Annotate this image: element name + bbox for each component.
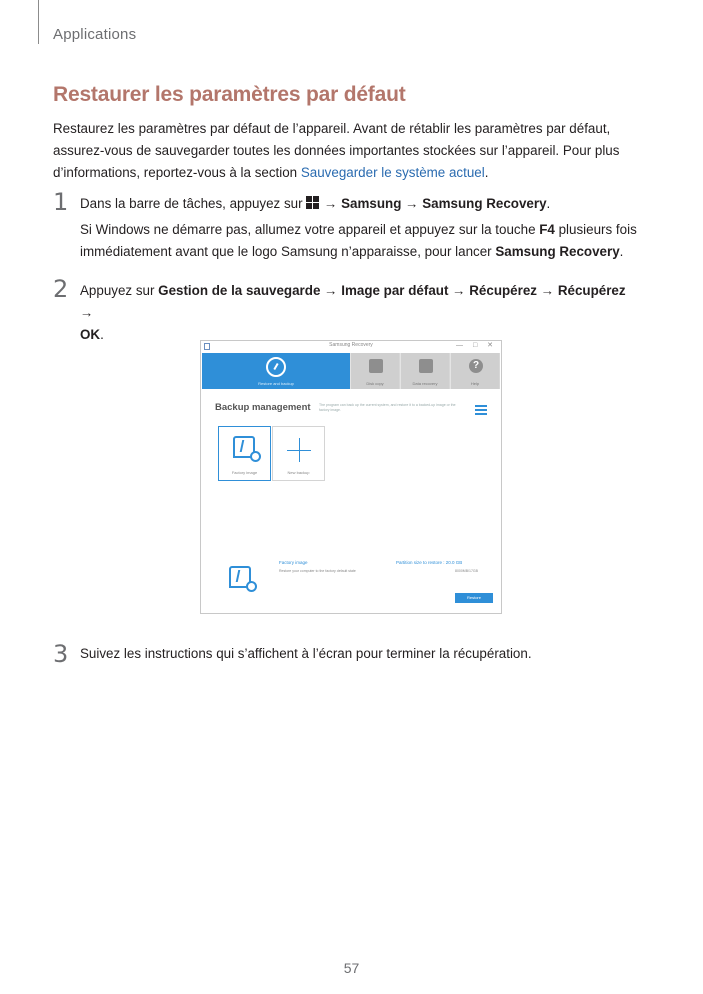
intro-line-1: Restaurez les paramètres par défaut de l’appareil. Avant de rétablir les paramètres par défaut, <box>53 121 611 136</box>
info-description: Restore your computer to the factory default state <box>279 569 356 573</box>
step-1-number: 1 <box>53 188 69 216</box>
disk-copy-icon <box>369 359 383 373</box>
intro-paragraph: Restaurez les paramètres par défaut de l’appareil. Avant de rétablir les paramètres par défaut, assurez-vous de sauvegarder toutes les données importantes stockées sur l’appareil. Pour plus d’informations, reportez-vous à la section Sauvegarder le système actuel. <box>53 121 620 180</box>
section-title: Restaurer les paramètres par défaut <box>53 83 406 106</box>
tab-restore-backup[interactable]: Restore and backup <box>202 353 350 389</box>
help-icon: ? <box>469 359 483 373</box>
restore-button[interactable]: Restore <box>455 593 493 603</box>
samsung-recovery-screenshot <box>200 340 502 614</box>
backup-description: The program can back up the current system, and restore it to a backed-up image or the factory image. <box>319 403 456 412</box>
tab-disk-copy[interactable]: Disk copy <box>350 353 399 389</box>
windows-icon <box>306 196 320 210</box>
intro-line-3: d’informations, reportez-vous à la section <box>53 165 301 180</box>
header-rule <box>38 0 39 44</box>
partition-size: Partition size to restore : 20.0 GB <box>396 560 463 565</box>
info-title: Factory image <box>279 560 308 565</box>
page-number: 57 <box>343 960 360 976</box>
list-menu-icon[interactable] <box>475 405 487 415</box>
intro-line-2: assurez-vous de sauvegarder toutes les données importantes stockées sur l’appareil. Pour plus <box>53 143 620 158</box>
step-1-note: Si Windows ne démarre pas, allumez votre appareil et appuyez sur la touche F4 plusieurs fois immédiatement avant que le logo Samsung n’apparaisse, pour lancer Samsung Recovery. <box>80 222 637 259</box>
restore-icon <box>266 357 286 377</box>
tab-bar <box>202 353 500 389</box>
step-2-number: 2 <box>53 275 69 303</box>
step-1-text: Dans la barre de tâches, appuyez sur → Samsung → Samsung Recovery. <box>80 196 551 211</box>
factory-image-detail-icon <box>229 566 251 588</box>
factory-image-card[interactable]: Factory image <box>218 426 271 481</box>
new-backup-card[interactable]: New backup <box>272 426 325 481</box>
tab-data-recovery[interactable]: Data recovery <box>400 353 449 389</box>
window-titlebar <box>201 341 501 353</box>
backup-link[interactable]: Sauvegarder le système actuel <box>300 165 485 180</box>
tab-help[interactable]: ? Help <box>450 353 499 389</box>
window-controls[interactable]: — □ ✕ <box>456 342 497 349</box>
header-title: Applications <box>53 26 137 43</box>
window-title: Samsung Recovery <box>329 342 373 348</box>
image-size: 8000MB/17GB <box>455 569 478 573</box>
step-2-text: Appuyez sur Gestion de la sauvegarde → Image par défaut → Récupérez → Récupérez → OK. <box>80 283 626 342</box>
step-3-number: 3 <box>53 640 69 668</box>
factory-image-icon <box>233 436 255 458</box>
step-3-text: Suivez les instructions qui s’affichent à l’écran pour terminer la récupération. <box>80 646 532 661</box>
backup-management-heading: Backup management <box>215 402 311 413</box>
data-recovery-icon <box>419 359 433 373</box>
